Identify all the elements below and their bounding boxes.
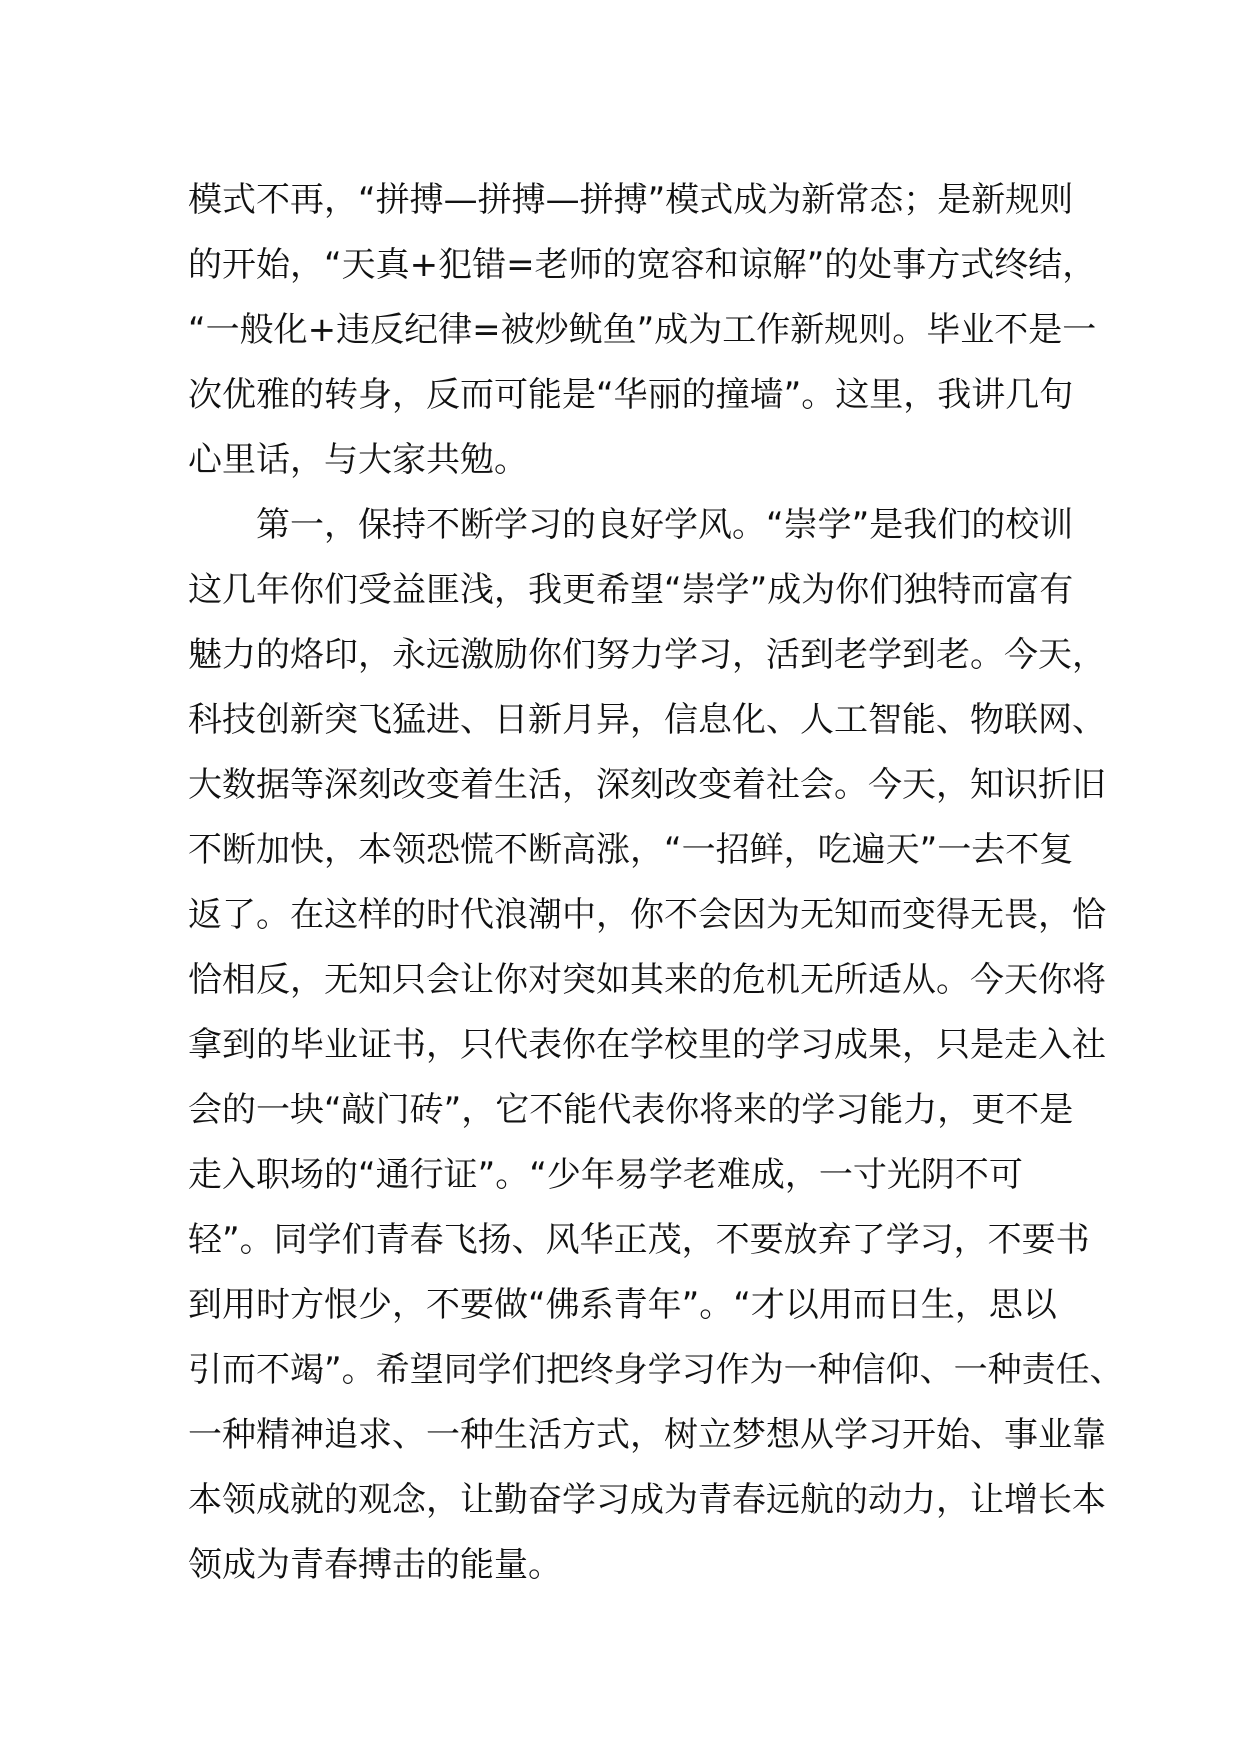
text-line: 拿到的毕业证书，只代表你在学校里的学习成果，只是走入社 (188, 1025, 1106, 1065)
text-line: 不断加快，本领恐慌不断高涨，“一招鲜，吃遍天”一去不复 (188, 830, 1074, 870)
text-line: 次优雅的转身，反而可能是“华丽的撞墙”。这里，我讲几句 (188, 375, 1074, 415)
text-line: 到用时方恨少，不要做“佛系青年”。“才以用而日生，思以 (188, 1285, 1057, 1325)
text-line: 模式不再，“拼搏—拼搏—拼搏”模式成为新常态；是新规则 (188, 180, 1074, 220)
text-line: 恰相反，无知只会让你对突如其来的危机无所适从。今天你将 (188, 960, 1106, 1000)
text-line: 本领成就的观念，让勤奋学习成为青春远航的动力，让增长本 (188, 1480, 1106, 1520)
text-line: 心里话，与大家共勉。 (188, 440, 528, 480)
text-line: 引而不竭”。希望同学们把终身学习作为一种信仰、一种责任、 (188, 1350, 1124, 1390)
text-line: 魅力的烙印，永远激励你们努力学习，活到老学到老。今天， (188, 635, 1106, 675)
text-line: 这几年你们受益匪浅，我更希望“崇学”成为你们独特而富有 (188, 570, 1074, 610)
text-line: 科技创新突飞猛进、日新月异，信息化、人工智能、物联网、 (188, 700, 1106, 740)
text-line: 会的一块“敲门砖”，它不能代表你将来的学习能力，更不是 (188, 1090, 1074, 1130)
text-line: “一般化+违反纪律=被炒鱿鱼”成为工作新规则。毕业不是一 (188, 310, 1097, 350)
text-line: 一种精神追求、一种生活方式，树立梦想从学习开始、事业靠 (188, 1415, 1106, 1455)
text-line: 走入职场的“通行证”。“少年易学老难成，一寸光阴不可 (188, 1155, 1023, 1195)
text-line: 领成为青春搏击的能量。 (188, 1545, 562, 1585)
body-text (188, 168, 1124, 1598)
text-line: 返了。在这样的时代浪潮中，你不会因为无知而变得无畏，恰 (188, 895, 1106, 935)
text-line: 的开始，“天真+犯错=老师的宽容和谅解”的处事方式终结， (188, 245, 1097, 285)
text-line: 第一，保持不断学习的良好学风。“崇学”是我们的校训 (188, 505, 1074, 545)
text-line: 大数据等深刻改变着生活，深刻改变着社会。今天，知识折旧 (188, 765, 1106, 805)
text-line: 轻”。同学们青春飞扬、风华正茂，不要放弃了学习，不要书 (188, 1220, 1090, 1260)
